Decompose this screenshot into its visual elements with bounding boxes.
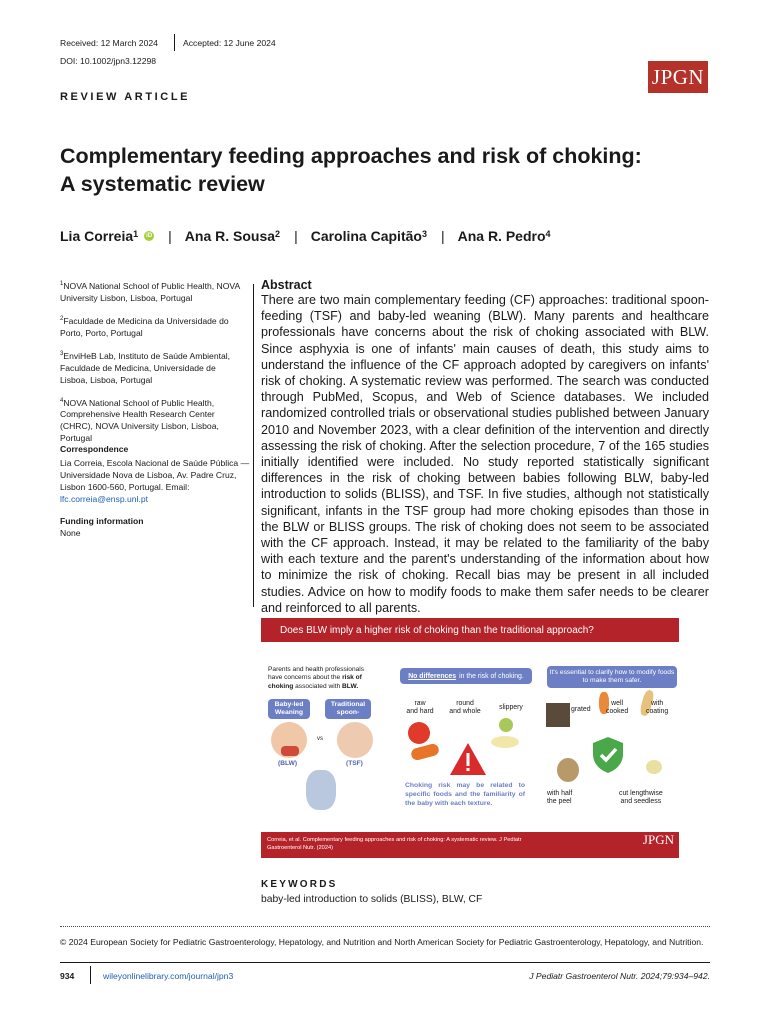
shield-check-icon (591, 736, 625, 774)
author-sup: 2 (275, 229, 281, 239)
ga-question-bar: Does BLW imply a higher risk of choking than the traditional approach? (261, 618, 679, 642)
affiliation: $^2$Faculdade de Medicina da Universidade do Porto, Porto, Portugal (60, 315, 229, 338)
author-list (60, 228, 551, 244)
ga-tsf-pill: Traditional spoon- (325, 699, 371, 719)
affiliations (60, 278, 245, 453)
keywords-heading: KEYWORDS (261, 879, 338, 890)
correspondence-email-link[interactable]: lfc.correia@ensp.unl.pt (60, 494, 149, 504)
graphical-abstract (261, 618, 679, 858)
warning-icon (449, 742, 487, 776)
journal-citation: J Pediatr Gastroenterol Nutr. 2024;79:934–942. (529, 971, 710, 981)
column-rule (253, 284, 254, 607)
keywords-text: baby-led introduction to solids (BLISS), BLW, CF (261, 894, 483, 905)
orcid-icon[interactable]: iD (146, 233, 153, 239)
lengthwise-food-image (646, 760, 662, 774)
author-separator: | (168, 228, 172, 244)
abstract-text: There are two main complementary feeding (CF) approaches: traditional spoon-feeding (TSF) and baby-led weaning (BLW). Many parents and healthcare professionals have concerns about the risk of choking associated with BLW. Since asphyxia is one of infants' main causes of death, this study aims to understand the influence of the CF approach adopted by caregivers on infants' risk of choking. A systematic review was performed. The search was conducted through PubMed, Scopus, and Web of Science databases. We included randomized controlled trials or observational studies published between January 2010 and November 2023, with a clear definition of the intervention and directly assessing the risk of choking. After the selection procedure, 7 of the 165 studies initially identified were included. No study reported statistically significant differences in the risk of choking between babies following BLW, baby-led introduction to solids (BLISS), and TSF. In five studies, although not statistically significant, infants in the TSF group had more choking episodes than those in the BLW or BLISS groups. The risk of choking does not seem to be associated with the CF approach. Instead, it may be related to the familiarity of the baby with each texture and the parent's understanding of the information about how to minimize the risk of choking. Recall bias may be present in all included studies. Advice on how to modify foods to make them safer needs to be clearer and reinforced to all parents. (261, 293, 709, 615)
author-separator: | (440, 228, 445, 244)
ga-footer (261, 832, 679, 858)
funding-text: None (60, 528, 81, 538)
apple-image (408, 722, 430, 744)
ga-footer-citation: Correia, et al. Complementary feeding approaches and risk of choking: A systematic review. J Pediatr Gastroenterol Nutr. (2024) (267, 837, 522, 851)
baby-blw-food-image (281, 746, 299, 756)
baby-tsf-image (337, 722, 373, 758)
correspondence-heading: Correspondence (60, 444, 129, 454)
doi[interactable]: DOI: 10.1002/jpn3.12298 (60, 56, 157, 66)
mod-label-half-peel: with half the peel (547, 790, 573, 806)
journal-url-link[interactable]: wileyonlinelibrary.com/journal/jpn3 (103, 971, 234, 981)
page-number: 934 (60, 971, 75, 981)
half-peel-food-image (557, 758, 579, 782)
affiliation: $^3$EnviHeB Lab, Instituto de Saúde Ambiental, Faculdade de Medicina, Universidade de Lisboa, Lisboa, Portugal (60, 350, 231, 385)
author-separator: | (294, 228, 298, 244)
grape-image (499, 718, 513, 732)
accepted-date: Accepted: 12 June 2024 (183, 38, 276, 48)
author-name[interactable]: Ana R. Pedro (457, 228, 546, 244)
author-sup: 3 (421, 229, 427, 239)
ga-tsf-label: (TSF) (346, 760, 363, 767)
ga-intro-text: Parents and health professionals have concerns about the risk of choking associated with BLW. (268, 666, 365, 690)
correspondence-text: Lia Correia, Escola Nacional de Saúde Pública — Universidade Nova de Lisboa, Av. Padre Cruz, Lisbon 1600-560, Portugal. Email: lfc.correia@ensp.unl.pt (60, 458, 250, 504)
received-date: Received: 12 March 2024 (60, 38, 158, 48)
author-name[interactable]: Lia Correia (60, 228, 134, 244)
food-label-round-whole: round and whole (449, 700, 481, 716)
footer-divider (90, 966, 91, 984)
title-line-1: Complementary feeding approaches and risk of choking: (60, 144, 642, 168)
ga-vs: vs (317, 736, 323, 742)
food-label-raw-hard: raw and hard (406, 700, 434, 716)
author-sup: 4 (545, 229, 551, 239)
mod-label-with-coating: with coating (646, 700, 669, 716)
abstract-heading: Abstract (261, 278, 312, 292)
mod-label-grated: grated (571, 706, 591, 713)
affiliation: $^1$NOVA National School of Public Health, NOVA University Lisbon, Lisboa, Portugal (60, 280, 240, 303)
header-divider (174, 34, 175, 51)
article-title (60, 142, 720, 198)
food-label-slippery: slippery (499, 704, 523, 711)
ga-clarify-box: It's essential to clarify how to modify foods to make them safer. (547, 666, 677, 688)
ga-risk-text: Choking risk may be related to specific foods and the familiarity of the baby with each texture. (405, 782, 525, 808)
mod-label-well-cooked: well cooked (606, 700, 629, 716)
carrot-image (410, 743, 440, 762)
author-name[interactable]: Carolina Capitão (310, 228, 422, 244)
banana-image (491, 736, 519, 748)
article-type: REVIEW ARTICLE (60, 91, 191, 103)
funding-heading: Funding information (60, 516, 144, 526)
ga-blw-label: (BLW) (278, 760, 298, 767)
mod-label-lengthwise: cut lengthwise and seedless (619, 790, 663, 806)
ga-no-differences: No differences in the risk of choking. (400, 668, 532, 684)
title-line-2: A systematic review (60, 172, 265, 196)
choking-baby-image (306, 770, 336, 810)
author-name[interactable]: Ana R. Sousa (184, 228, 276, 244)
footer-rule (60, 962, 710, 963)
dotted-divider (60, 926, 710, 927)
journal-logo: JPGN (648, 61, 708, 93)
grated-food-image (546, 703, 570, 727)
author-sup: 1 (133, 229, 139, 239)
copyright: © 2024 European Society for Pediatric Gastroenterology, Hepatology, and Nutrition and North American Society for Pediatric Gastroenterology, Hepatology, and Nutrition. (60, 937, 704, 947)
ga-blw-pill: Baby-led Weaning (268, 699, 310, 719)
ga-footer-logo: JPGN (642, 832, 674, 847)
affiliation: $^4$NOVA National School of Public Health, Comprehensive Health Research Center (CHRC), NOVA University Lisbon, Lisboa, Portugal (60, 397, 219, 444)
